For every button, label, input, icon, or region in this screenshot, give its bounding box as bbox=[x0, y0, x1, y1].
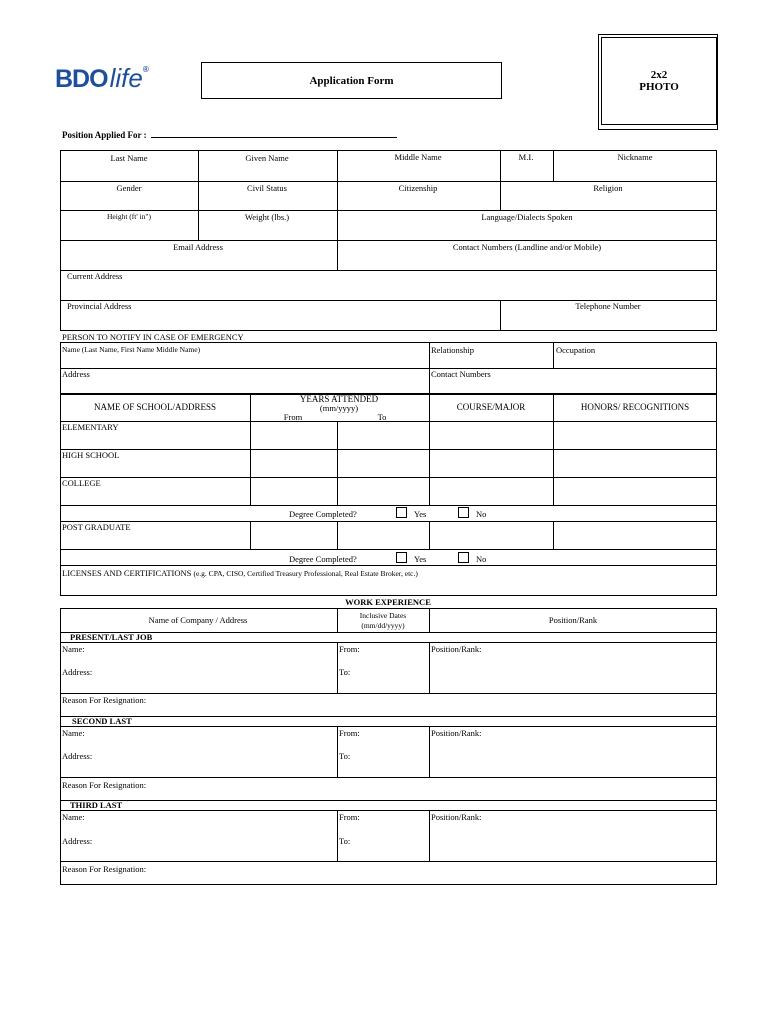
position-applied-field[interactable] bbox=[151, 129, 397, 138]
position-applied-label: Position Applied For : bbox=[62, 130, 147, 140]
degree-completed-label: Degree Completed? bbox=[289, 509, 357, 519]
last-name-label: Last Name bbox=[110, 153, 148, 163]
contact-numbers-label: Contact Numbers (Landline and/or Mobile) bbox=[452, 242, 602, 252]
logo-brand: BDO bbox=[55, 65, 108, 93]
licenses-row bbox=[62, 568, 418, 579]
dates-header: Inclusive Dates bbox=[359, 611, 407, 620]
given-name-label: Given Name bbox=[245, 153, 289, 163]
course-header: COURSE/MAJOR bbox=[456, 402, 526, 412]
degree-no-label: No bbox=[476, 509, 487, 519]
job-2-address-label: Address: bbox=[62, 751, 93, 761]
level-elementary: ELEMENTARY bbox=[62, 422, 119, 432]
job-1-reason-label: Reason For Resignation: bbox=[62, 695, 147, 705]
school-header: NAME OF SCHOOL/ADDRESS bbox=[93, 402, 217, 412]
degree-yes-checkbox[interactable] bbox=[396, 507, 407, 518]
from-header: From bbox=[283, 412, 303, 422]
position-applied-row bbox=[62, 129, 397, 140]
level-post-graduate: POST GRADUATE bbox=[62, 522, 131, 532]
level-college: COLLEGE bbox=[62, 478, 101, 488]
job-3-position-label: Position/Rank: bbox=[431, 812, 482, 822]
honors-header: HONORS/ RECOGNITIONS bbox=[580, 402, 690, 412]
job-2-reason-label: Reason For Resignation: bbox=[62, 780, 147, 790]
emergency-contact-label: Contact Numbers bbox=[431, 369, 491, 379]
weight-label: Weight (lbs.) bbox=[244, 212, 290, 222]
occupation-label: Occupation bbox=[556, 345, 596, 355]
job-3-reason-label: Reason For Resignation: bbox=[62, 864, 147, 874]
mi-label: M.I. bbox=[518, 152, 534, 162]
postgrad-degree-completed-label: Degree Completed? bbox=[289, 554, 357, 564]
years-format: (mm/yyyy) bbox=[319, 403, 359, 413]
job-2-name-label: Name: bbox=[62, 728, 85, 738]
job-1-name-label: Name: bbox=[62, 644, 85, 654]
logo-suffix: life bbox=[109, 63, 143, 93]
job-1-address-label: Address: bbox=[62, 667, 93, 677]
job-1-position-label: Position/Rank: bbox=[431, 644, 482, 654]
licenses-label: LICENSES AND CERTIFICATIONS bbox=[62, 568, 192, 578]
nickname-label: Nickname bbox=[617, 152, 653, 162]
job-3-from-label: From: bbox=[339, 812, 360, 822]
current-address-label: Current Address bbox=[67, 271, 123, 281]
job-2-to-label: To: bbox=[339, 751, 351, 761]
job-2-position-label: Position/Rank: bbox=[431, 728, 482, 738]
level-high-school: HIGH SCHOOL bbox=[62, 450, 120, 460]
height-label: Height (ft' in") bbox=[107, 212, 151, 221]
degree-yes-label: Yes bbox=[414, 509, 427, 519]
form-title: Application Form bbox=[201, 62, 502, 99]
job-1-to-label: To: bbox=[339, 667, 351, 677]
photo-size: 2x2 bbox=[650, 69, 668, 81]
emergency-heading: PERSON TO NOTIFY IN CASE OF EMERGENCY bbox=[62, 332, 244, 342]
job-3-heading: THIRD LAST bbox=[70, 800, 123, 810]
photo-box[interactable] bbox=[601, 37, 717, 125]
email-label: Email Address bbox=[173, 242, 223, 252]
civil-status-label: Civil Status bbox=[247, 183, 287, 193]
job-1-from-label: From: bbox=[339, 644, 360, 654]
emergency-name-label: Name (Last Name, First Name Middle Name) bbox=[62, 345, 201, 354]
job-2-from-label: From: bbox=[339, 728, 360, 738]
registered-mark: ® bbox=[142, 65, 148, 74]
position-rank-header: Position/Rank bbox=[548, 615, 598, 625]
telephone-label: Telephone Number bbox=[575, 301, 641, 311]
postgrad-no-checkbox[interactable] bbox=[458, 552, 469, 563]
licenses-examples: (e.g. CPA, CISO, Certified Treasury Professional, Real Estate Broker, etc.) bbox=[193, 569, 418, 578]
languages-label: Language/Dialects Spoken bbox=[481, 212, 573, 222]
to-header: To bbox=[377, 412, 387, 422]
job-3-name-label: Name: bbox=[62, 812, 85, 822]
relationship-label: Relationship bbox=[431, 345, 474, 355]
work-heading: WORK EXPERIENCE bbox=[345, 597, 431, 607]
citizenship-label: Citizenship bbox=[398, 183, 438, 193]
job-2-heading: SECOND LAST bbox=[72, 716, 132, 726]
emergency-address-label: Address bbox=[62, 369, 90, 379]
provincial-address-label: Provincial Address bbox=[67, 301, 132, 311]
middle-name-label: Middle Name bbox=[394, 152, 442, 162]
job-3-to-label: To: bbox=[339, 836, 351, 846]
degree-no-checkbox[interactable] bbox=[458, 507, 469, 518]
postgrad-no-label: No bbox=[476, 554, 487, 564]
years-attended-header: YEARS ATTENDED bbox=[299, 394, 379, 404]
job-3-address-label: Address: bbox=[62, 836, 93, 846]
work-table bbox=[60, 608, 717, 885]
gender-label: Gender bbox=[116, 183, 142, 193]
company-header: Name of Company / Address bbox=[148, 615, 248, 625]
dates-format: (mm/dd/yyyy) bbox=[361, 621, 405, 630]
job-1-heading: PRESENT/LAST JOB bbox=[70, 632, 153, 642]
postgrad-yes-checkbox[interactable] bbox=[396, 552, 407, 563]
photo-label: PHOTO bbox=[639, 81, 679, 93]
bdo-life-logo bbox=[55, 63, 148, 94]
postgrad-yes-label: Yes bbox=[414, 554, 427, 564]
religion-label: Religion bbox=[593, 183, 623, 193]
